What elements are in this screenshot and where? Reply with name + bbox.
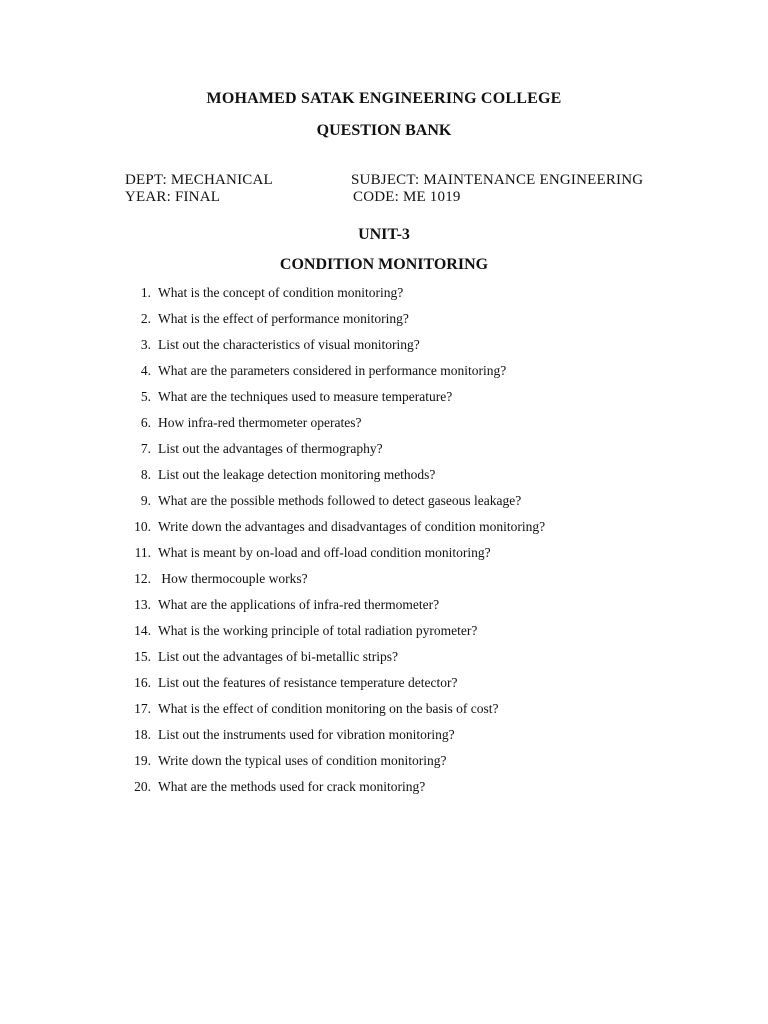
question-number: 4. <box>140 363 151 378</box>
question-number: 9. <box>140 493 151 508</box>
question-item <box>0 622 768 648</box>
question-item <box>0 700 768 726</box>
question-number: 12. <box>134 571 151 586</box>
question-number: 20. <box>134 779 151 794</box>
unit-heading: UNIT-3 <box>358 226 410 243</box>
question-number: 19. <box>134 753 151 768</box>
college-name: MOHAMED SATAK ENGINEERING COLLEGE <box>206 90 562 107</box>
question-number: 11. <box>134 545 151 560</box>
question-number: 1. <box>140 285 151 300</box>
question-item <box>0 466 768 492</box>
question-number: 17. <box>134 701 151 716</box>
document-title: QUESTION BANK <box>316 122 452 139</box>
subject-label: SUBJECT: MAINTENANCE ENGINEERING <box>351 172 644 188</box>
question-text: Write down the advantages and disadvantages of condition monitoring? <box>158 519 546 534</box>
question-item <box>0 310 768 336</box>
question-number: 5. <box>140 389 151 404</box>
question-text: What are the applications of infra-red thermometer? <box>158 597 440 612</box>
question-number: 6. <box>140 415 151 430</box>
question-number: 15. <box>134 649 151 664</box>
question-item <box>0 388 768 414</box>
question-text: What are the techniques used to measure temperature? <box>158 389 453 404</box>
dept-label: DEPT: MECHANICAL <box>125 172 273 188</box>
question-text: Write down the typical uses of condition monitoring? <box>158 753 447 768</box>
year-label: YEAR: FINAL <box>125 189 221 205</box>
question-item <box>0 518 768 544</box>
question-text: What are the parameters considered in performance monitoring? <box>158 363 507 378</box>
question-text: What is the effect of performance monitoring? <box>158 311 409 326</box>
question-item <box>0 648 768 674</box>
question-number: 10. <box>134 519 151 534</box>
question-item <box>0 336 768 362</box>
question-item <box>0 752 768 778</box>
question-item <box>0 674 768 700</box>
question-text: How infra-red thermometer operates? <box>158 415 362 430</box>
question-text: What are the possible methods followed to detect gaseous leakage? <box>158 493 522 508</box>
question-text: List out the features of resistance temperature detector? <box>158 675 458 690</box>
question-number: 13. <box>134 597 151 612</box>
question-item <box>0 414 768 440</box>
question-number: 3. <box>140 337 151 352</box>
question-list <box>0 284 768 804</box>
question-item <box>0 284 768 310</box>
question-item <box>0 362 768 388</box>
question-item <box>0 492 768 518</box>
question-number: 14. <box>134 623 151 638</box>
question-number: 18. <box>134 727 151 742</box>
question-item <box>0 544 768 570</box>
question-text: What are the methods used for crack monitoring? <box>158 779 426 794</box>
question-item <box>0 726 768 752</box>
question-item <box>0 596 768 622</box>
question-number: 2. <box>140 311 151 326</box>
question-text: What is the effect of condition monitoring on the basis of cost? <box>158 701 499 716</box>
question-text: What is the working principle of total radiation pyrometer? <box>158 623 478 638</box>
question-number: 8. <box>140 467 151 482</box>
topic-heading: CONDITION MONITORING <box>279 256 489 273</box>
question-text: List out the advantages of thermography? <box>158 441 383 456</box>
code-label: CODE: ME 1019 <box>353 189 461 205</box>
question-text: What is meant by on-load and off-load condition monitoring? <box>158 545 491 560</box>
question-text: What is the concept of condition monitoring? <box>158 285 404 300</box>
question-text: List out the advantages of bi-metallic strips? <box>158 649 398 664</box>
question-item <box>0 570 768 596</box>
question-number: 7. <box>140 441 151 456</box>
question-number: 16. <box>134 675 151 690</box>
question-item <box>0 440 768 466</box>
question-text: How thermocouple works? <box>158 571 308 586</box>
question-text: List out the leakage detection monitoring methods? <box>158 467 436 482</box>
question-item <box>0 778 768 804</box>
question-text: List out the characteristics of visual monitoring? <box>158 337 420 352</box>
question-text: List out the instruments used for vibration monitoring? <box>158 727 455 742</box>
